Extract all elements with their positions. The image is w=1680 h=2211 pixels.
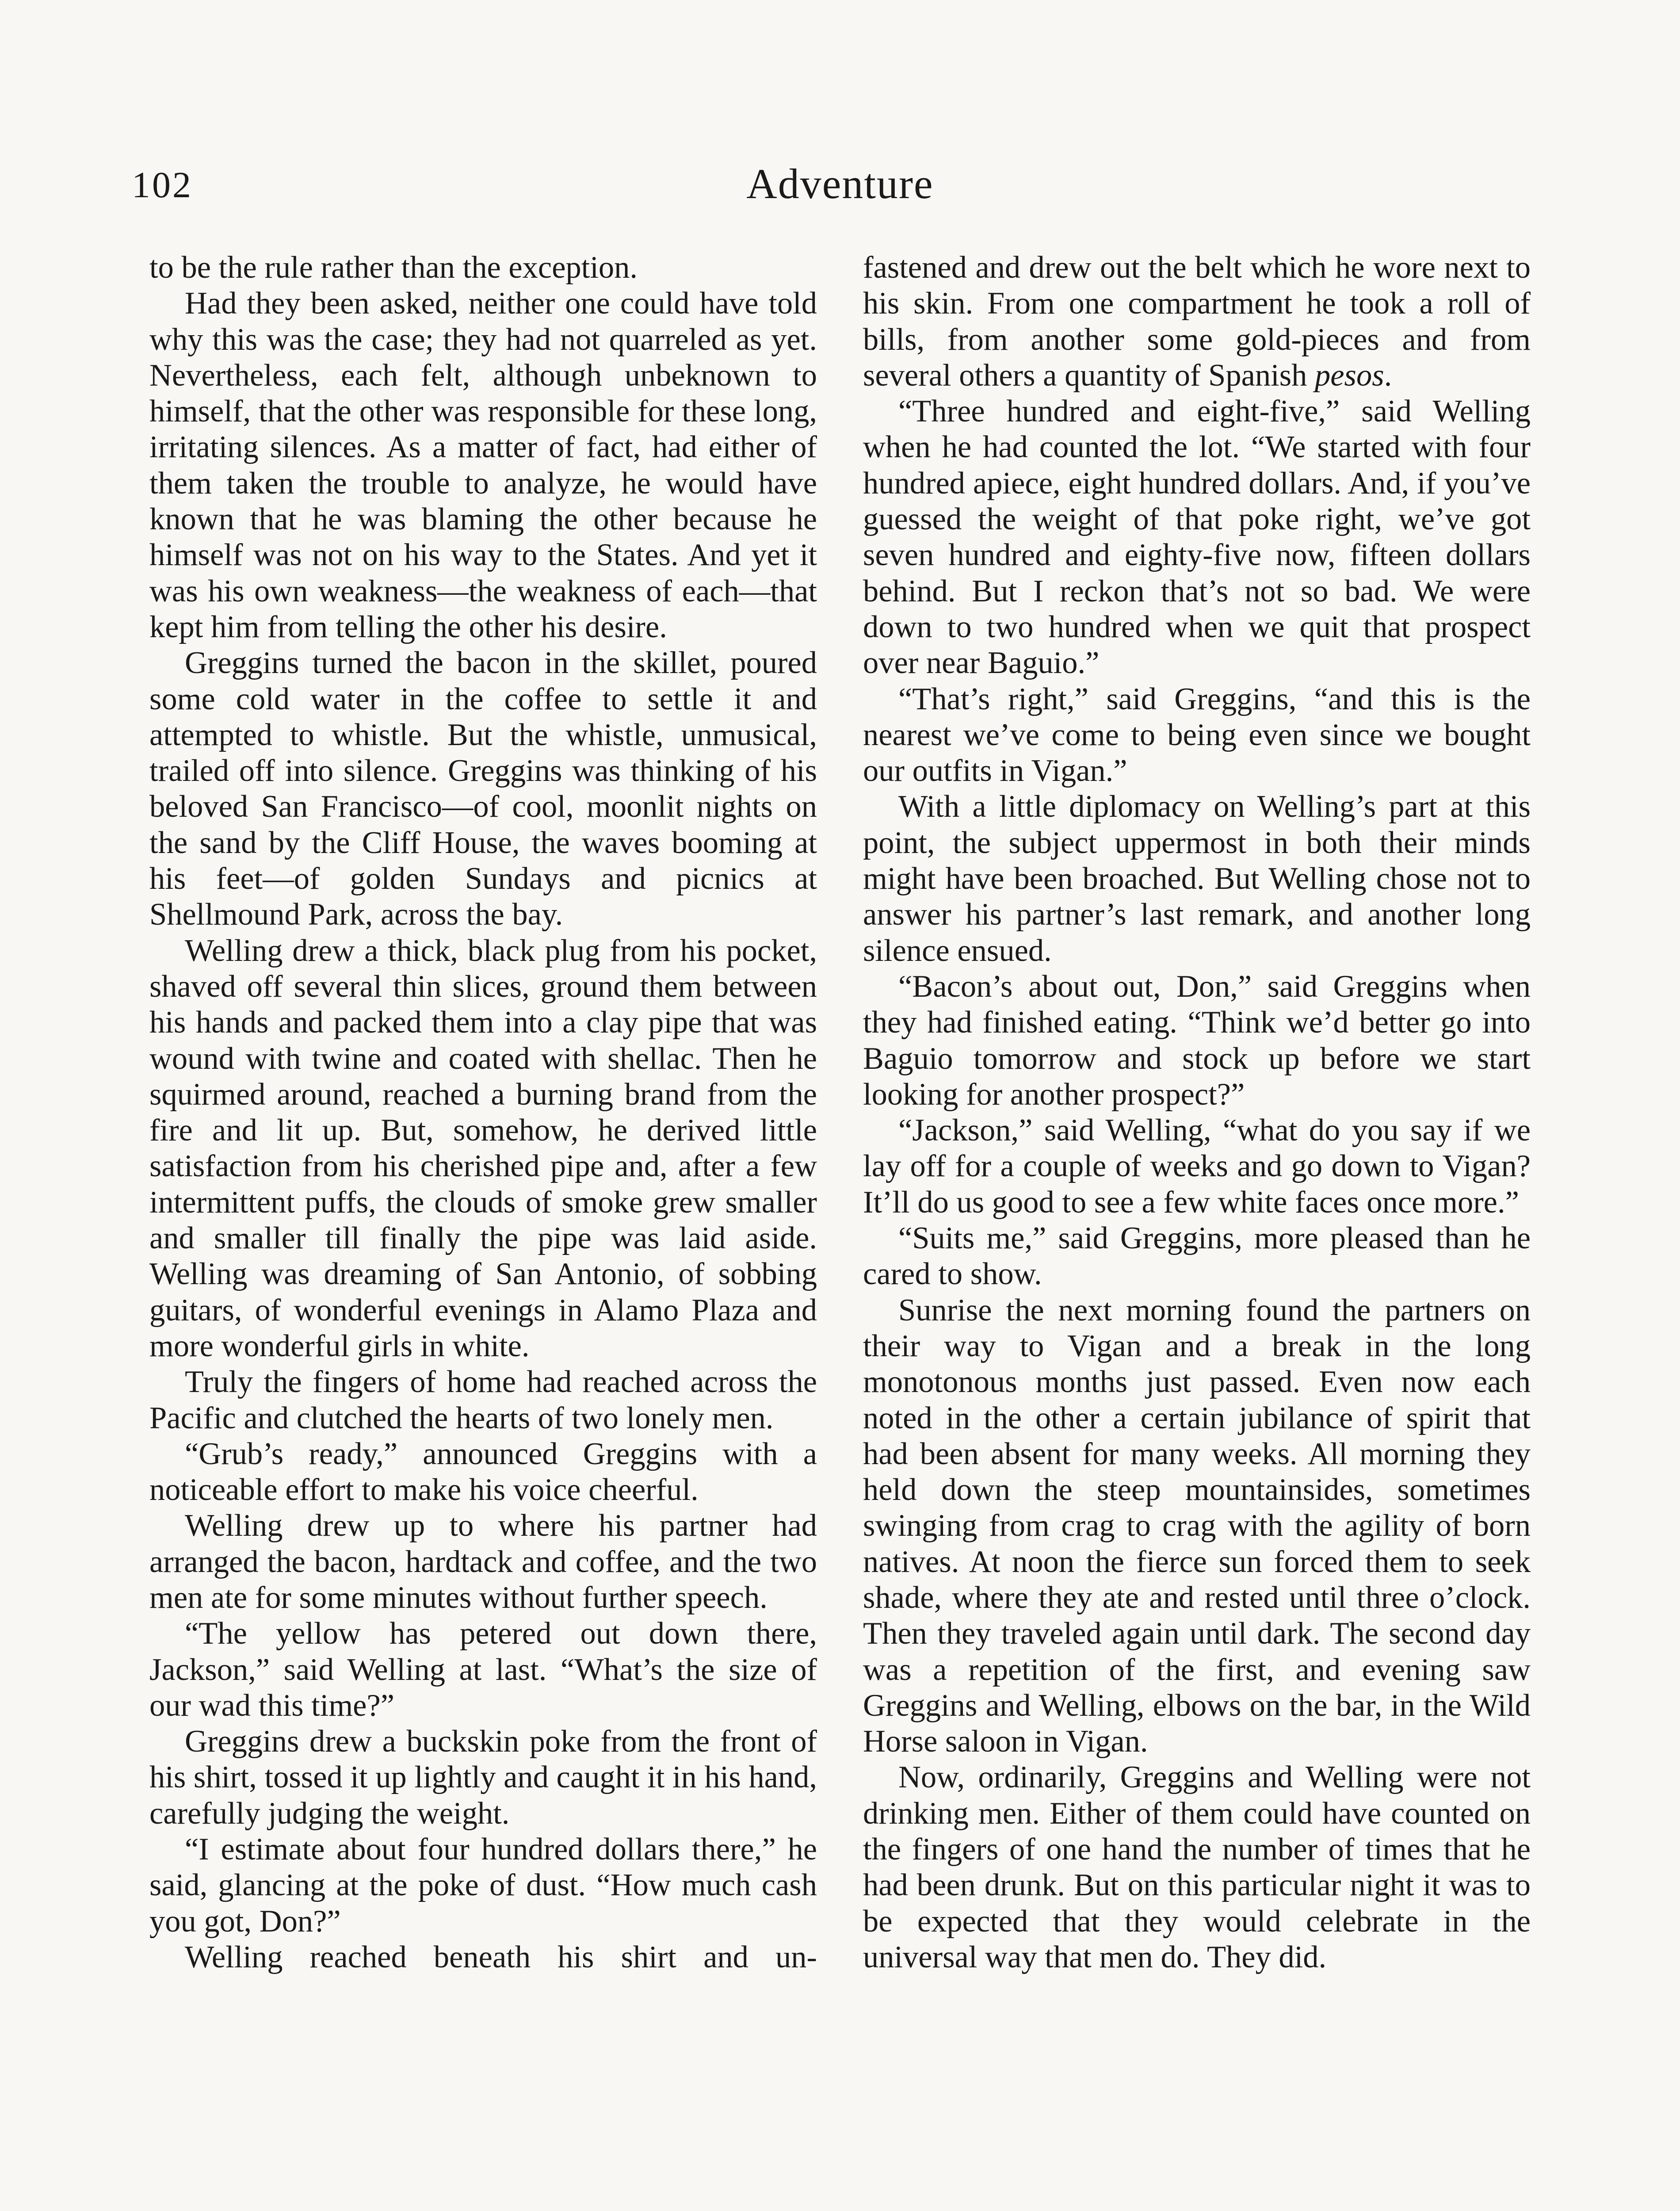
paragraph: “Three hundred and eight-five,” said Welling when he had counted the lot. “We started with four hundred apiece, eight hundred dollars. And, if you’ve guessed the weight of that poke right, we’ve got seven hundred and eighty-five now, fifteen dollars behind. But I reckon that’s not so bad. We were down to two hundred when we quit that prospect over near Baguio.” (863, 394, 1531, 681)
page-number: 102 (132, 164, 193, 206)
italic-word: pesos (1315, 358, 1384, 393)
left-column (149, 250, 817, 2012)
paragraph: “That’s right,” said Greggins, “and this is the nearest we’ve come to being even since we bought our outfits in Vigan.” (863, 681, 1531, 788)
paragraph: “I estimate about four hundred dollars there,” he said, glancing at the poke of dust. “How much cash you got, Don?” (149, 1832, 817, 1939)
paragraph: “Suits me,” said Greggins, more pleased than he cared to show. (863, 1221, 1531, 1292)
paragraph-text: fastened and drew out the belt which he wore next to his skin. From one compartment he took a roll of bills, from another some gold-pieces and from several others a quantity of Spanish (863, 250, 1531, 393)
paragraph: Welling drew a thick, black plug from his pocket, shaved off several thin slices, ground them between his hands and packed them into a clay pipe that was wound with twine and coated with shellac. Then he squirmed around, reached a burning brand from the fire and lit up. But, somehow, he derived little satisfaction from his cherished pipe and, after a few intermittent puffs, the clouds of smoke grew smaller and smaller till finally the pipe was laid aside. Welling was dreaming of San Antonio, of sobbing guitars, of wonderful evenings in Alamo Plaza and more wonderful girls in white. (149, 933, 817, 1363)
running-title: Adventure (746, 160, 934, 207)
paragraph: “The yellow has petered out down there, Jackson,” said Welling at last. “What’s the size of our wad this time?” (149, 1616, 817, 1723)
paragraph: Now, ordinarily, Greggins and Welling were not drinking men. Either of them could have counted on the fingers of one hand the number of times that he had been drunk. But on this particular night it was to be expected that they would celebrate in the universal way that men do. They did. (863, 1760, 1531, 1974)
paragraph: Greggins turned the bacon in the skillet, poured some cold water in the coffee to settle it and attempted to whistle. But the whistle, unmusical, trailed off into silence. Greggins was thinking of his beloved San Francisco—of cool, moonlit nights on the sand by the Cliff House, the waves booming at his feet—of golden Sundays and picnics at Shellmound Park, across the bay. (149, 646, 817, 932)
paragraph (863, 250, 1531, 394)
paragraph: Sunrise the next morning found the partners on their way to Vigan and a break in the long monotonous months just passed. Even now each noted in the other a certain jubilance of spirit that had been absent for many weeks. All morning they held down the steep mountainsides, sometimes swinging from crag to crag with the agility of born natives. At noon the fierce sun forced them to seek shade, where they ate and rested until three o’clock. Then they traveled again until dark. The second day was a repetition of the first, and evening saw Greggins and Welling, elbows on the bar, in the Wild Horse saloon in Vigan. (863, 1293, 1531, 1759)
right-column (863, 250, 1531, 1975)
paragraph: Welling reached beneath his shirt and un (185, 1939, 817, 1974)
paragraph: Greggins drew a buckskin poke from the front of his shirt, tossed it up lightly and caught it in his hand, carefully judging the weight. (149, 1724, 817, 1831)
paragraph: With a little diplomacy on Welling’s part at this point, the subject uppermost in both their minds might have been broached. But Welling chose not to answer his partner’s last remark, and another long silence ensued. (863, 789, 1531, 968)
paragraph: to be the rule rather than the exception. (149, 250, 638, 285)
paragraph: “Grub’s ready,” announced Greggins with a noticeable effort to make his voice cheerful. (149, 1436, 817, 1507)
paragraph-text: . (1384, 358, 1392, 393)
paragraph: Had they been asked, neither one could have told why this was the case; they had not quarreled as yet. Nevertheless, each felt, although unbeknown to himself, that the other was responsible for these long, irritating silences. As a matter of fact, had either of them taken the trouble to analyze, he would have known that he was blaming the other because he himself was not on his way to the States. And yet it was his own weakness—the weakness of each—that kept him from telling the other his desire. (149, 286, 817, 644)
paragraph: “Bacon’s about out, Don,” said Greggins when they had finished eating. “Think we’d better go into Baguio tomorrow and stock up before we start looking for another prospect?” (863, 969, 1531, 1112)
paragraph: Truly the fingers of home had reached across the Pacific and clutched the hearts of two lonely men. (149, 1365, 817, 1435)
paragraph: Welling drew up to where his partner had arranged the bacon, hardtack and coffee, and the two men ate for some minutes without further speech. (149, 1508, 817, 1615)
paragraph: “Jackson,” said Welling, “what do you say if we lay off for a couple of weeks and go down to Vigan? It’ll do us good to see a few white faces once more.” (863, 1113, 1531, 1220)
